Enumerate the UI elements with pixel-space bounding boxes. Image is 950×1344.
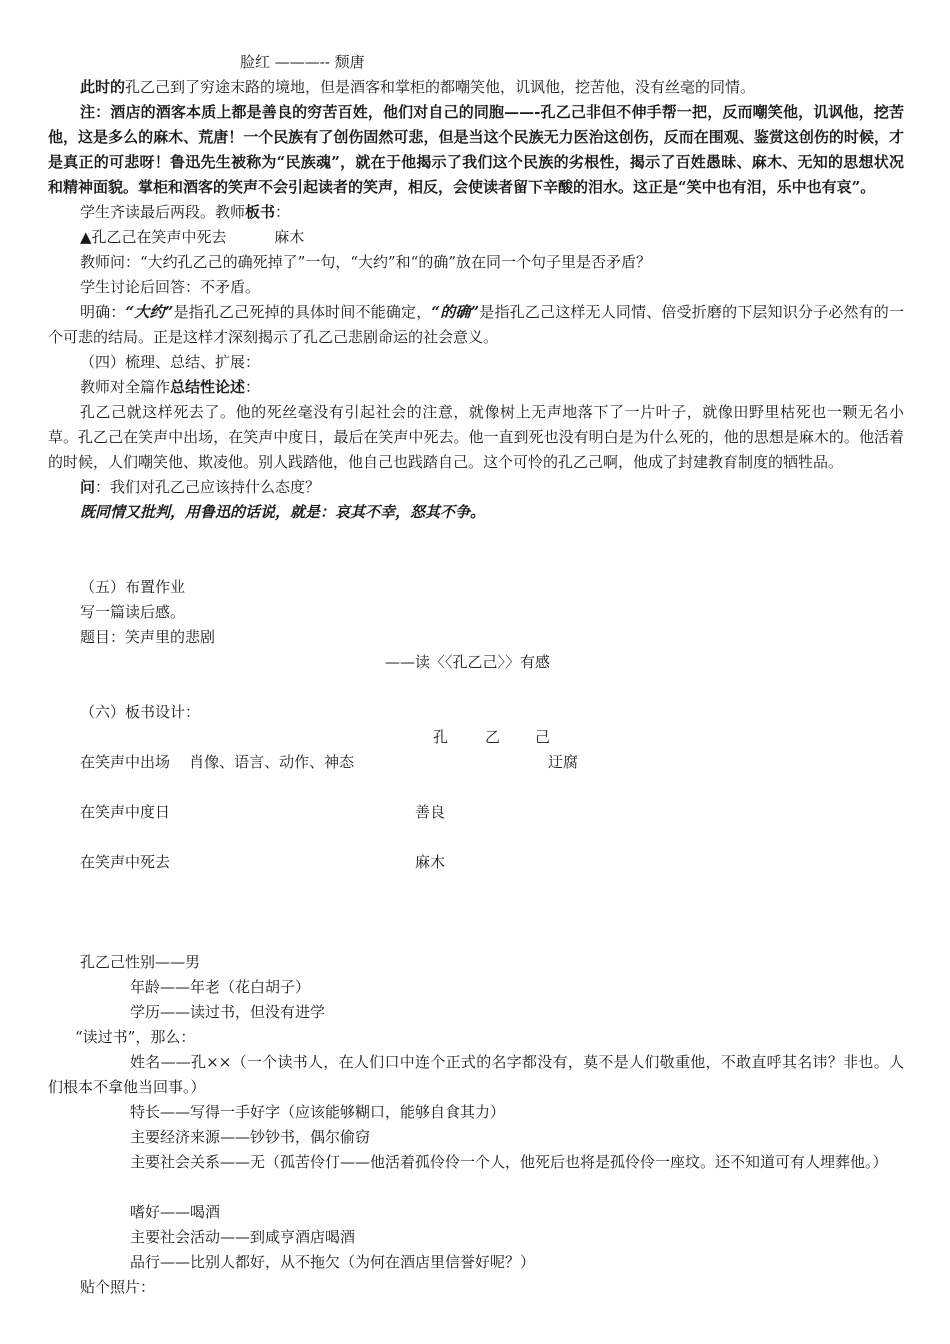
board-note-line: ▲孔乙己在笑声中死去 麻木 [80, 228, 305, 246]
board-row-death-trait: 麻木 [415, 853, 446, 871]
attitude-answer: 既同情又批判，用鲁迅的话说，就是：哀其不幸，怒其不争。 [80, 503, 486, 521]
attitude-question: 问：我们对孔乙己应该持什么态度？ [80, 478, 321, 496]
profile-name: 姓名——孔××（一个读书人，在人们口中连个正式的名字都没有，莫不是人们敬重他，不敢直呼其名讳？非也。人们根本不拿他当回事。） [48, 1053, 904, 1096]
board-row-entrance: 在笑声中出场 肖像、语言、动作、神态 [80, 753, 355, 771]
profile-activity: 主要社会活动——到咸亨酒店喝酒 [130, 1228, 356, 1246]
board-row-living-trait: 善良 [415, 803, 446, 821]
summary-intro: 教师对全篇作总结性论述： [80, 378, 261, 396]
profile-age: 年龄——年老（花白胡子） [130, 978, 311, 996]
plight-paragraph: 此时的孔乙己到了穷途末路的境地，但是酒客和掌柜的都嘲笑他，讥讽他，挖苦他，没有丝毫的同情。 [80, 78, 756, 96]
note-paragraph: 注：酒店的酒客本质上都是善良的穷苦百姓，他们对自己的同胞——-孔乙己非但不伸手帮一把，反而嘲笑他，讥讽他，挖苦他，这是多么的麻木、荒唐！一个民族有了创伤固然可悲，但是当这个民族无力医治这创伤，反而在围观、鉴赏这创伤的时候，才是真正的可悲呀！鲁迅先生被称为“民族魂”，就在于他揭示了我们这个民族的劣根性，揭示了百姓愚昧、麻木、无知的思想状况和精神面貌。掌柜和酒客的笑声不会引起读者的笑声，相反，会使读者留下辛酸的泪水。这正是“笑中也有泪，乐中也有哀”。 [48, 103, 904, 196]
essay-subtitle: ——读〈〈孔乙己〉〉有感 [385, 653, 551, 671]
board-char-kong: 孔 [433, 728, 449, 746]
clarification-paragraph: 明确：“大约”是指孔乙己死掉的具体时间不能确定，“的确”是指孔乙己这样无人同情、倍受折磨的下层知识分子必然有的一个可悲的结局。正是这样才深刻揭示了孔乙己悲剧命运的社会意义。 [48, 303, 904, 346]
profile-conduct: 品行——比别人都好，从不拖欠（为何在酒店里信誉好呢？） [130, 1253, 536, 1271]
profile-name-block [48, 1050, 904, 1100]
board-row-entrance-trait: 迂腐 [548, 753, 579, 771]
board-char-ji: 己 [535, 728, 551, 746]
section-5-heading: （五）布置作业 [80, 578, 186, 596]
flushed-to-dejected-line: 脸红 ———-- 颓唐 [240, 53, 365, 71]
profile-relations: 主要社会关系——无（孤苦伶仃——他活着孤伶伶一个人，他死后也将是孤伶伶一座坟。还不知道可有人埋葬他。） [130, 1153, 888, 1171]
teacher-question: 教师问：“大约孔乙己的确死掉了”一句，“大约”和“的确”放在同一个句子里是否矛盾？ [80, 253, 652, 271]
section-6-heading: （六）板书设计： [80, 703, 201, 721]
profile-photo: 贴个照片： [80, 1278, 156, 1296]
student-answer: 学生讨论后回答：不矛盾。 [80, 278, 261, 296]
board-row-death: 在笑声中死去 [80, 853, 171, 871]
profile-skill: 特长——写得一手好字（应该能够糊口，能够自食其力） [130, 1103, 506, 1121]
essay-title: 题目：笑声里的悲剧 [80, 628, 216, 646]
profile-income: 主要经济来源——钞钞书，偶尔偷窃 [130, 1128, 371, 1146]
homework-task: 写一篇读后感。 [80, 603, 186, 621]
intro-block [48, 75, 904, 525]
board-char-yi: 乙 [485, 728, 501, 746]
profile-hobby: 嗜好——喝酒 [130, 1203, 221, 1221]
board-row-living: 在笑声中度日 [80, 803, 171, 821]
profile-relations-block [48, 1150, 904, 1175]
section-4-heading: （四）梳理、总结、扩展： [80, 353, 261, 371]
summary-paragraph: 孔乙己就这样死去了。他的死丝毫没有引起社会的注意，就像树上无声地落下了一片叶子，就像田野里枯死也一颗无名小草。孔乙己在笑声中出场，在笑声中度日，最后在笑声中死去。他一直到死也没有明白是为什么死的，他的思想是麻木的。他活着的时候，人们嘲笑他、欺凌他。别人践踏他，他自己也践踏自己。这个可怜的孔乙己啊，他成了封建教育制度的牺牲品。 [48, 403, 904, 471]
profile-since-read: “读过书”，那么： [75, 1028, 196, 1046]
profile-education: 学历——读过书，但没有进学 [130, 1003, 326, 1021]
profile-gender: 孔乙己性别——男 [80, 953, 201, 971]
group-reading-line: 学生齐读最后两段。教师板书： [80, 203, 291, 221]
